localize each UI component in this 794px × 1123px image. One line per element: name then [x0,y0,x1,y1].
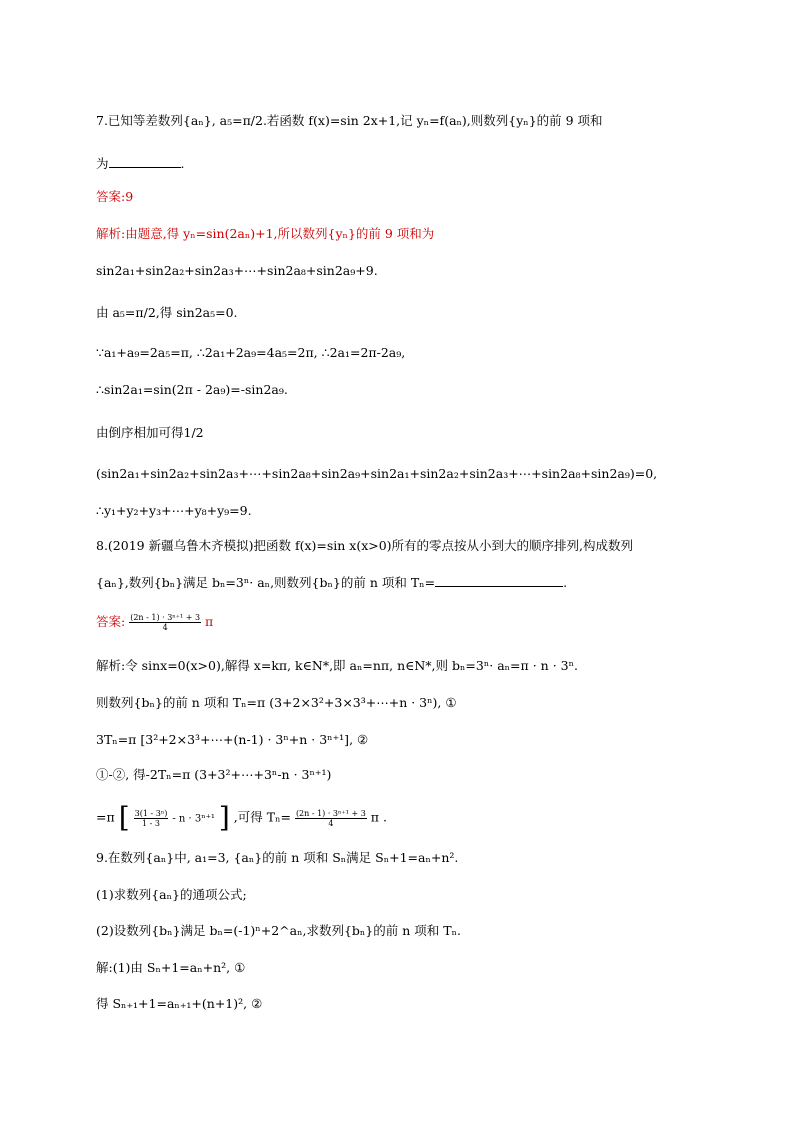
q7-prefix: 为 [96,156,109,171]
q8-question-line1: 8.(2019 新疆乌鲁木齐模拟)把函数 f(x)=sin x(x>0)所有的零点按从小到大的顺序排列,构成数列 [96,538,634,553]
q7-analysis-2: sin2a₁+sin2a₂+sin2a₃+⋯+sin2a₈+sin2a₉+9. [96,263,378,278]
q8-analysis-5 [96,801,387,834]
q7-answer: 答案:9 [96,189,134,204]
q9-solution-line2: 得 Sₙ₊₁+1=aₙ₊₁+(n+1)², ② [96,996,263,1011]
q8-analysis-1: 解析:令 sinx=0(x>0),解得 x=kπ, k∈N*,即 aₙ=nπ, n∈N*,则 bₙ=3ⁿ· aₙ=π · n · 3ⁿ. [96,658,578,673]
q7-analysis-5: ∴sin2a₁=sin(2π - 2a₉)=-sin2a₉. [96,382,288,397]
q7-analysis-6: 由倒序相加可得1/2 [96,425,204,440]
q7-suffix: . [180,156,185,171]
q8-question-text: {aₙ},数列{bₙ}满足 bₙ=3ⁿ· aₙ,则数列{bₙ}的前 n 项和 Tₙ= [96,575,436,590]
q8-analysis-2: 则数列{bₙ}的前 n 项和 Tₙ=π (3+2×3²+3×3³+⋯+n · 3ⁿ), ① [96,695,457,710]
q7-answer-blank [109,155,181,168]
q8-analysis-3: 3Tₙ=π [3²+2×3³+⋯+(n-1) · 3ⁿ+n · 3ⁿ⁺¹], ② [96,732,369,747]
q8-analysis-5-end: π . [370,809,387,825]
q8-question-line2 [96,574,567,592]
q7-analysis-label: 解析:由题意,得 yₙ=sin(2aₙ)+1,所以数列{yₙ}的前 9 项和为 [96,226,435,241]
q8-suffix: . [563,575,568,590]
q7-analysis-7: (sin2a₁+sin2a₂+sin2a₃+⋯+sin2a₈+sin2a₉+sin2a₁+sin2a₂+sin2a₃+⋯+sin2a₈+sin2a₉)=0, [96,466,658,481]
q8-analysis-fraction-1 [134,809,169,828]
q9-question-line2: (1)求数列{aₙ}的通项公式; [96,887,247,902]
q7-question-line2 [96,155,185,173]
right-bracket-icon: ] [218,801,230,834]
q8-answer-numerator: (2n - 1) · 3ⁿ⁺¹ + 3 [130,613,201,622]
q8-analysis-5-mid: - n · 3ⁿ⁺¹ [172,813,215,825]
q8-fraction-2-numerator: (2n - 1) · 3ⁿ⁺¹ + 3 [295,808,366,818]
q8-answer-blank [435,574,563,587]
q7-analysis-1 [96,225,434,243]
q7-question-line1: 7.已知等差数列{aₙ}, a₅=π/2.若函数 f(x)=sin 2x+1,记 yₙ=f(aₙ),则数列{yₙ}的前 9 项和 [96,113,603,128]
q8-answer-denominator: 4 [162,623,168,632]
q8-fraction-1-denominator: 1 - 3 [142,818,160,828]
q8-fraction-2-denominator: 4 [328,818,334,828]
q7-analysis-4: ∵a₁+a₉=2a₅=π, ∴2a₁+2a₉=4a₅=2π, ∴2a₁=2π-2a₉, [96,345,406,360]
q8-analysis-5-text: ,可得 Tₙ= [233,809,291,825]
q7-analysis-8: ∴y₁+y₂+y₃+⋯+y₈+y₉=9. [96,503,252,518]
q8-answer-pi: π [205,614,214,629]
q8-answer-fraction [129,613,201,632]
q8-analysis-fraction-2 [295,809,367,828]
q8-fraction-1-numerator: 3(1 - 3ⁿ) [134,808,168,818]
q8-answer [96,613,213,632]
q8-analysis-4: ①-②, 得-2Tₙ=π (3+3²+⋯+3ⁿ-n · 3ⁿ⁺¹) [96,767,332,782]
q7-analysis-3: 由 a₅=π/2,得 sin2a₅=0. [96,305,238,320]
q9-question-line1: 9.在数列{aₙ}中, a₁=3, {aₙ}的前 n 项和 Sₙ满足 Sₙ+1=aₙ+n². [96,850,459,865]
left-bracket-icon: [ [118,801,130,834]
q8-answer-label: 答案: [96,614,126,629]
q8-analysis-5-pre: =π [96,809,115,825]
q9-solution-line1: 解:(1)由 Sₙ+1=aₙ+n², ① [96,960,246,975]
q9-question-line3: (2)设数列{bₙ}满足 bₙ=(-1)ⁿ+2^aₙ,求数列{bₙ}的前 n 项和 Tₙ. [96,923,461,938]
